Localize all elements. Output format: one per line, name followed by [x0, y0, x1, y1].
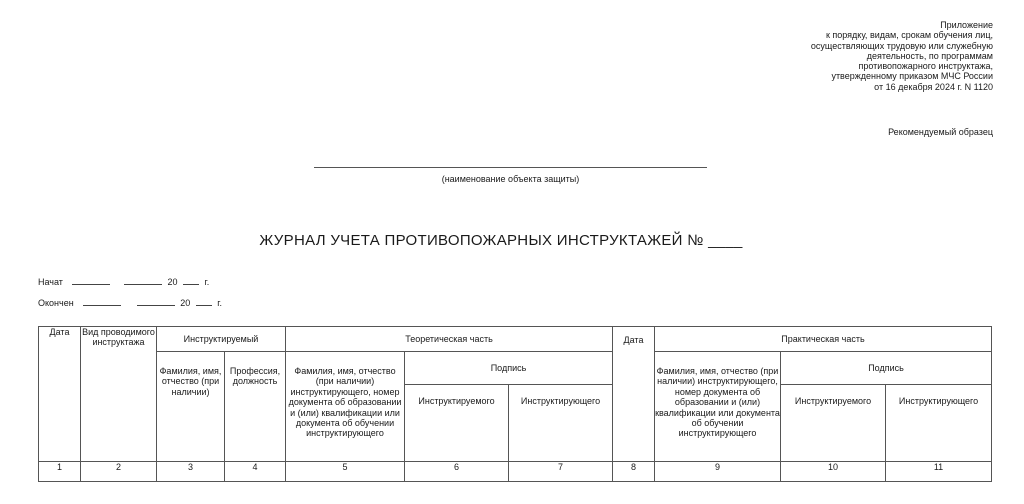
column-number: 9	[655, 462, 781, 482]
ended-row	[38, 297, 222, 308]
appendix-line: деятельность, по программам	[866, 50, 993, 61]
column-number: 6	[405, 462, 509, 482]
header-practice-instructor: Фамилия, имя, отчество (при наличии) инструктирующего, номер документа об образовании и (или) квалификации или документа об обучении инструктирующего	[655, 352, 781, 462]
started-year-prefix: 20	[167, 277, 178, 287]
column-number: 10	[781, 462, 886, 482]
column-number: 3	[157, 462, 225, 482]
header-date: Дата	[39, 327, 81, 462]
ended-day-blank	[83, 297, 121, 306]
started-day-blank	[72, 276, 110, 285]
journal-title: ЖУРНАЛ УЧЕТА ПРОТИВОПОЖАРНЫХ ИНСТРУКТАЖЕЙ № ____	[259, 232, 743, 249]
column-number: 8	[613, 462, 655, 482]
header-instructed: Инструктируемый	[157, 327, 286, 352]
ended-year-blank	[196, 297, 212, 306]
appendix-line: утвержденному приказом МЧС России	[831, 71, 993, 82]
header-theory-sig-instructor: Инструктирующего	[509, 385, 613, 462]
header-theory-sig-instructed: Инструктируемого	[405, 385, 509, 462]
column-number: 11	[886, 462, 992, 482]
header-theory: Теоретическая часть	[286, 327, 613, 352]
column-number: 2	[81, 462, 157, 482]
header-practice-sig-instructor: Инструктирующего	[886, 385, 992, 462]
header-practice: Практическая часть	[655, 327, 992, 352]
object-name-line	[314, 167, 707, 168]
recommended-sample-label: Рекомендуемый образец	[888, 127, 993, 137]
ended-month-blank	[137, 297, 175, 306]
appendix-line: от 16 декабря 2024 г. N 1120	[874, 81, 993, 92]
column-number-row	[39, 462, 992, 482]
ended-year-suffix: г.	[217, 298, 222, 308]
ended-year-prefix: 20	[180, 298, 191, 308]
column-number: 7	[509, 462, 613, 482]
started-year-blank	[183, 276, 199, 285]
appendix-line: осуществляющих трудовую или служебную	[810, 40, 993, 51]
column-number: 4	[225, 462, 286, 482]
object-name-caption: (наименование объекта защиты)	[441, 174, 580, 184]
appendix-line: противопожарного инструктажа,	[858, 61, 993, 72]
started-month-blank	[124, 276, 162, 285]
header-instruction-type: Вид проводимого инструктажа	[81, 327, 157, 462]
journal-table	[38, 326, 992, 482]
appendix-line: к порядку, видам, срокам обучения лиц,	[825, 30, 993, 41]
appendix-line: Приложение	[940, 20, 993, 30]
header-theory-instructor: Фамилия, имя, отчество (при наличии) инструктирующего, номер документа об образовании и (или) квалификации или документа об обучении инструктирующего	[286, 352, 405, 462]
ended-label: Окончен	[38, 298, 74, 308]
header-theory-signature: Подпись	[405, 352, 613, 385]
column-number: 1	[39, 462, 81, 482]
started-year-suffix: г.	[204, 277, 210, 287]
started-row	[38, 276, 209, 287]
header-practice-sig-instructed: Инструктируемого	[781, 385, 886, 462]
header-date-2: Дата	[613, 327, 655, 462]
header-full-name: Фамилия, имя, отчество (при наличии)	[157, 352, 225, 462]
appendix-header	[811, 20, 993, 92]
started-label: Начат	[38, 277, 63, 287]
column-number: 5	[286, 462, 405, 482]
header-profession: Профессия, должность	[225, 352, 286, 462]
header-practice-signature: Подпись	[781, 352, 992, 385]
